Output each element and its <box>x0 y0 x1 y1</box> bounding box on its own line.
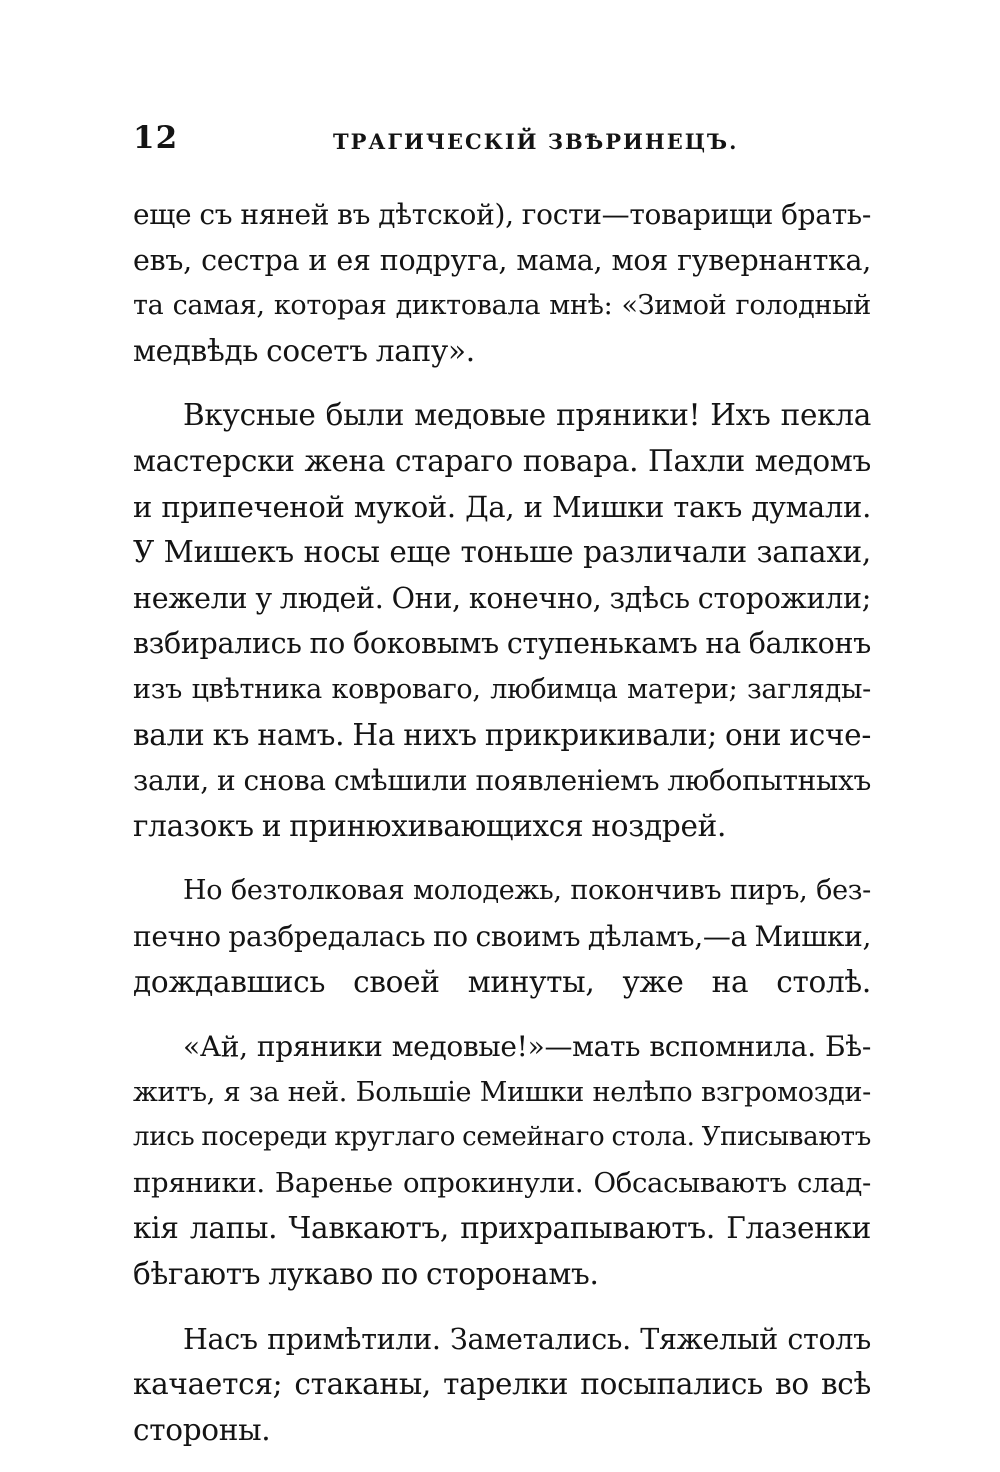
text-line: еще съ няней въ дѣтской), гости—товарищи брать- <box>133 198 871 231</box>
text-line: Но безтолковая молодежь, покончивъ пиръ, без- <box>183 875 871 907</box>
text-line: У Мишекъ носы еще тоньше различали запахи, <box>133 535 871 570</box>
text-line: медвѣдь сосетъ лапу». <box>133 333 475 368</box>
text-line: стороны. <box>133 1412 271 1447</box>
text-line: дождавшись своей минуты, уже на столѣ. <box>133 964 871 999</box>
text-line: лись посереди круглаго семейнаго стола. Уписываютъ <box>133 1122 871 1153</box>
text-line: «Ай, пряники медовые!»—мать вспомнила. Бѣ- <box>183 1030 871 1064</box>
text-line: глазокъ и принюхивающихся ноздрей. <box>133 808 727 843</box>
text-line: кія лапы. Чавкаютъ, прихрапываютъ. Глазенки <box>133 1211 871 1246</box>
text-line: вали къ намъ. На нихъ прикрикивали; они исче- <box>133 717 871 752</box>
running-head <box>133 118 871 162</box>
text-line: та самая, которая диктовала мнѣ: «Зимой голодный <box>133 290 871 322</box>
text-line: взбирались по боковымъ ступенькамъ на балконъ <box>133 627 871 661</box>
text-line: бѣгаютъ лукаво по сторонамъ. <box>133 1257 599 1292</box>
text-line: зали, и снова смѣшили появленіемъ любопытныхъ <box>133 764 871 798</box>
text-line: житъ, я за ней. Большіе Мишки нелѣпо взгромозди- <box>133 1076 871 1108</box>
page-number: 12 <box>133 120 179 156</box>
text-line: Насъ примѣтили. Заметались. Тяжелый столъ <box>183 1322 871 1356</box>
paragraph <box>133 1317 871 1454</box>
text-line: нежели у людей. Они, конечно, здѣсь сторожили; <box>133 581 871 615</box>
text-line: изъ цвѣтника ковроваго, любимца матери; загляды- <box>133 673 871 705</box>
text-line: и припеченой мукой. Да, и Мишки такъ думали. <box>133 489 871 524</box>
text-line: евъ, сестра и ея подруга, мама, моя гувернантка, <box>133 243 871 277</box>
paragraph <box>133 192 871 374</box>
running-title: ТРАГИЧЕСКІЙ ЗВѢРИНЕЦЪ. <box>333 129 739 154</box>
text-line: печно разбредалась по своимъ дѣламъ,—а Мишки, <box>133 919 872 953</box>
paragraph <box>133 868 871 1005</box>
paragraph <box>133 393 871 849</box>
text-line: Вкусные были медовые пряники! Ихъ пекла <box>183 398 871 433</box>
text-line: мастерски жена стараго повара. Пахли медомъ <box>133 443 871 478</box>
text-line: пряники. Варенье опрокинули. Обсасываютъ слад- <box>133 1166 871 1199</box>
body-text <box>133 192 871 1472</box>
text-line: качается; стаканы, тарелки посыпались во всѣ <box>133 1367 871 1402</box>
paragraph <box>133 1024 871 1298</box>
